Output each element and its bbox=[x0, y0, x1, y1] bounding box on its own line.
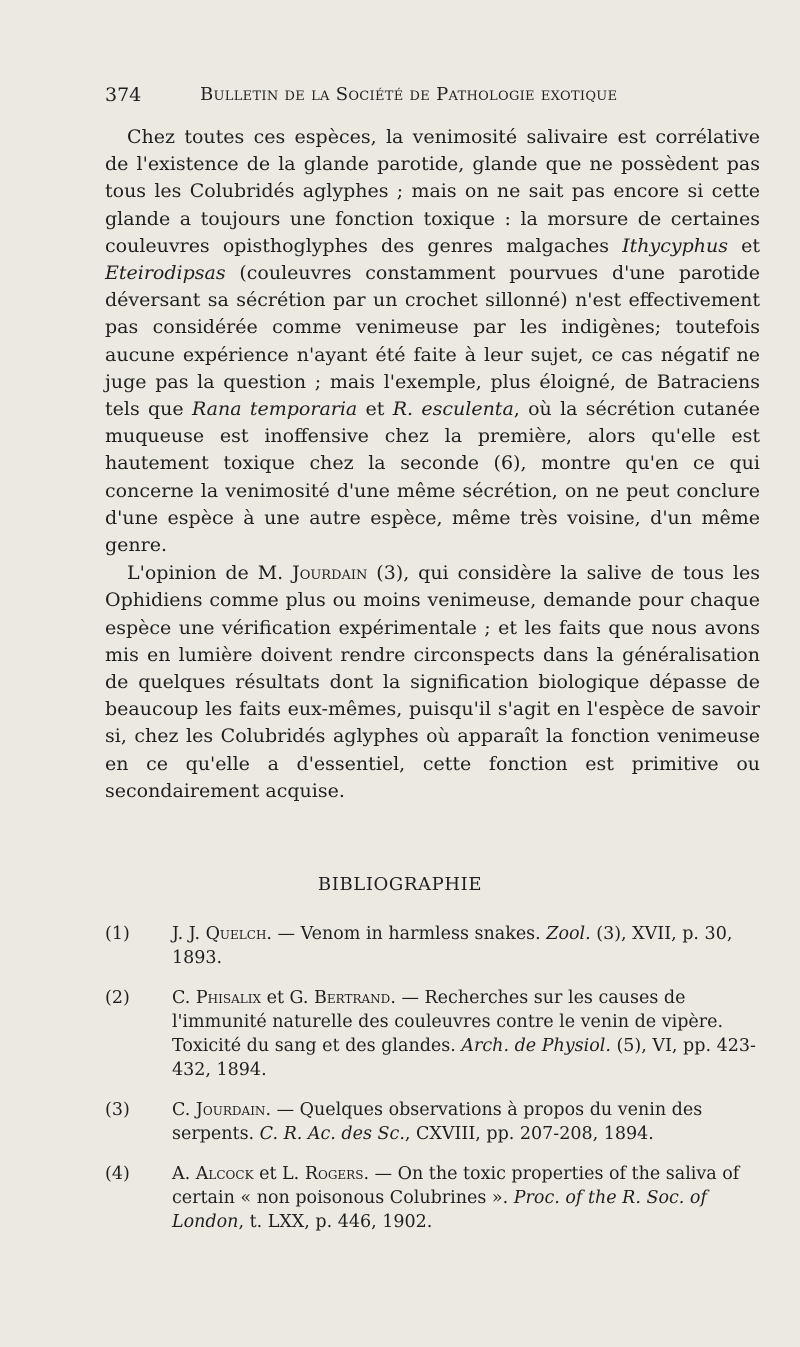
bibliography-entry-1 bbox=[105, 922, 760, 970]
entry-number: (1) bbox=[105, 924, 130, 944]
body-text bbox=[105, 124, 760, 805]
author-name: Jourdain bbox=[292, 562, 368, 585]
entry-details: , CXVIII, pp. 207-208, 1894. bbox=[404, 1124, 654, 1144]
entry-journal: Proc. of the R. Soc. of London bbox=[172, 1188, 707, 1232]
paragraph-2 bbox=[105, 560, 760, 805]
entry-journal: Arch. de Physiol. bbox=[461, 1036, 611, 1056]
entry-initials: C. bbox=[172, 1100, 196, 1120]
entry-initials: C. bbox=[172, 988, 196, 1008]
entry-author: Phisalix bbox=[195, 988, 262, 1008]
page-number: 374 bbox=[105, 84, 142, 106]
text-run: (3), qui considère la salive de tous les Ophidiens comme plus ou moins venimeuse, demande pour chaque espèce une vérification expérimentale ; et les faits que nous avons mis en lumière doivent rendre circonspects dans la généralisation de quelques résultats dont la signification biologique dépasse de beaucoup les faits eux-mêmes, puisqu'il s'agit en l'espèce de savoir si, chez les Colubridés aglyphes où apparaît la fonction venimeuse en ce qu'elle a d'essentiel, cette fonction est primitive ou secondairement acquise. bbox=[105, 562, 760, 802]
entry-title: . — Venom in harmless snakes. bbox=[266, 924, 547, 944]
entry-details: , t. LXX, p. 446, 1902. bbox=[238, 1212, 433, 1232]
text-run: et bbox=[727, 234, 760, 257]
entry-number: (2) bbox=[105, 988, 130, 1008]
text-run: , où la sécrétion cutanée muqueuse est inoffensive chez la première, alors qu'elle est hautement toxique chez la seconde (6), montre qu'en ce qui concerne la venimosité d'une même sécrétion, on ne peut conclure d'une espèce à une autre espèce, même très voisine, d'un même genre. bbox=[105, 398, 760, 557]
bibliography-entry-2 bbox=[105, 986, 760, 1082]
entry-title: . — Quelques observations à propos du venin des serpents. bbox=[172, 1100, 703, 1144]
bibliography-entry-4 bbox=[105, 1162, 760, 1234]
species-name: R. esculenta bbox=[392, 398, 514, 421]
bibliography-list bbox=[105, 922, 760, 1250]
entry-journal: C. R. Ac. des Sc. bbox=[259, 1124, 405, 1144]
entry-author: Quelch bbox=[205, 924, 267, 944]
entry-details: (5), VI, pp. 423-432, 1894. bbox=[172, 1036, 756, 1080]
entry-initials: A. bbox=[172, 1164, 196, 1184]
entry-title: . — On the toxic properties of the saliva of certain « non poisonous Colubrines ». bbox=[172, 1164, 740, 1208]
entry-journal: Zool. bbox=[546, 924, 591, 944]
bibliography-title: BIBLIOGRAPHIE bbox=[317, 874, 483, 895]
species-name: Rana temporaria bbox=[191, 398, 358, 421]
text-run: (couleuvres constamment pourvues d'une parotide déversant sa sécrétion par un crochet sillonné) n'est effectivement pas considérée comme venimeuse par les indigènes; toutefois aucune expérience n'ayant été faite à leur sujet, ce cas négatif ne juge pas la question ; mais l'exemple, plus éloigné, de Batraciens tels que bbox=[105, 262, 760, 421]
genus-name: Ithycyphus bbox=[622, 234, 728, 257]
genus-name: Eteirodipsas bbox=[105, 262, 226, 285]
entry-author-2: Rogers bbox=[304, 1164, 364, 1184]
entry-author: Jourdain bbox=[195, 1100, 266, 1120]
text-run: L'opinion de M. bbox=[127, 562, 293, 585]
entry-number: (4) bbox=[105, 1164, 130, 1184]
paragraph-1 bbox=[105, 124, 760, 559]
entry-author-2: Bertrand bbox=[314, 988, 391, 1008]
running-head: Bulletin de la Société de Pathologie exotique bbox=[200, 84, 618, 105]
entry-connector: et L. bbox=[253, 1164, 305, 1184]
entry-author: Alcock bbox=[195, 1164, 254, 1184]
text-run: et bbox=[357, 398, 393, 421]
page-header bbox=[105, 78, 765, 108]
entry-connector: et G. bbox=[261, 988, 315, 1008]
entry-details: (3), XVII, p. 30, 1893. bbox=[172, 924, 733, 968]
entry-initials: J. J. bbox=[172, 924, 206, 944]
text-run: Chez toutes ces espèces, la venimosité salivaire est corrélative de l'existence de la glande parotide, glande que ne possèdent pas tous les Colubridés aglyphes ; mais on ne sait pas encore si cette glande a toujours une fonction toxique : la morsure de certaines couleuvres opisthoglyphes des genres malgaches bbox=[105, 126, 760, 257]
entry-title: . — Recherches sur les causes de l'immunité naturelle des couleuvres contre le venin de vipère. Toxicité du sang et des glandes. bbox=[172, 988, 724, 1056]
entry-number: (3) bbox=[105, 1100, 130, 1120]
bibliography-entry-3 bbox=[105, 1098, 760, 1146]
